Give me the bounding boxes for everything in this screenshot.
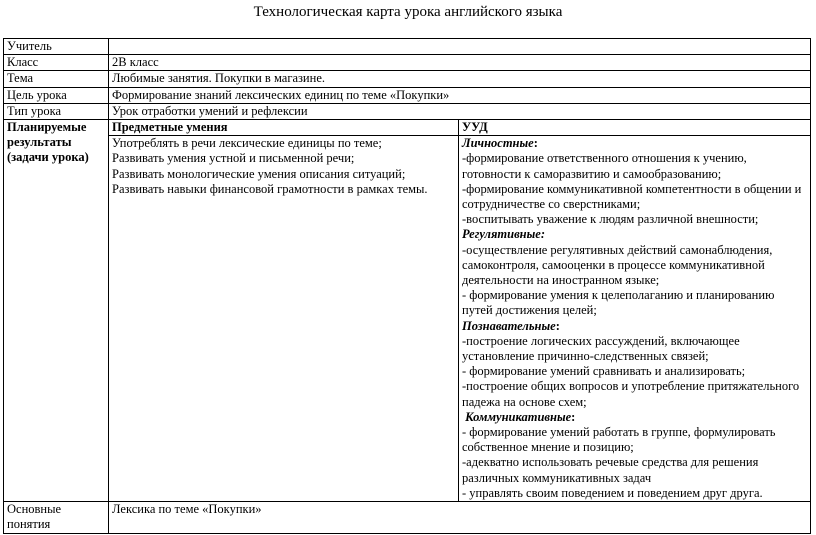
uud-cell bbox=[459, 136, 811, 502]
uud-item: - формирование умений сравнивать и анализировать; bbox=[462, 364, 746, 379]
row-results-body bbox=[4, 136, 811, 502]
subject-item: Развивать навыки финансовой грамотности в рамках темы. bbox=[112, 181, 428, 196]
teacher-label: Учитель bbox=[4, 39, 109, 55]
uud-header: УУД bbox=[459, 120, 811, 136]
personal-title: Личностные bbox=[462, 136, 534, 151]
uud-item: - формирование умений работать в группе, формулировать собственное мнение и позицию; bbox=[462, 425, 776, 455]
uud-item: -формирование коммуникативной компетентности в общении и сотрудничестве со сверстниками; bbox=[462, 181, 802, 212]
subject-item: Употреблять в речи лексические единицы по теме; bbox=[112, 136, 382, 151]
row-results-header bbox=[4, 120, 811, 136]
goal-label: Цель урока bbox=[4, 87, 109, 103]
communicative-title: Коммуникативные bbox=[465, 409, 572, 424]
subject-item: Развивать умения устной и письменной речи; bbox=[112, 151, 355, 166]
uud-item: -осуществление регулятивных действий самонаблюдения, самоконтроля, самооценки в процессе коммуникативной деятельности на иностранном языке; bbox=[462, 242, 773, 288]
row-topic bbox=[4, 71, 811, 87]
uud-item: -построение общих вопросов и употребление притяжательного падежа на основе схем; bbox=[462, 379, 800, 409]
row-concepts bbox=[4, 502, 811, 533]
concepts-label-line2: понятия bbox=[7, 517, 51, 532]
subject-skills-cell bbox=[109, 136, 459, 502]
results-label-line2: результаты bbox=[7, 135, 72, 150]
cognitive-title: Познавательные bbox=[462, 318, 556, 333]
communicative-heading: Коммуникативные: bbox=[465, 409, 576, 424]
concepts-label bbox=[4, 502, 109, 533]
goal-value: Формирование знаний лексических единиц по теме «Покупки» bbox=[109, 87, 811, 103]
personal-heading: Личностные: bbox=[462, 136, 538, 151]
type-value: Урок отработки умений и рефлексии bbox=[109, 103, 811, 119]
results-label bbox=[4, 120, 109, 502]
cognitive-heading: Познавательные: bbox=[462, 318, 560, 333]
subject-item: Развивать монологические умения описания ситуаций; bbox=[112, 166, 406, 181]
regulative-title: Регулятивные: bbox=[462, 227, 545, 242]
results-label-line1: Планируемые bbox=[7, 120, 87, 135]
uud-item: -построение логических рассуждений, включающее установление причинно-следственных связей; bbox=[462, 333, 740, 364]
topic-label: Тема bbox=[4, 71, 109, 87]
uud-item: -адекватно использовать речевые средства для решения различных коммуникативных задач bbox=[462, 455, 759, 485]
document-title: Технологическая карта урока английского языка bbox=[253, 4, 563, 20]
row-class bbox=[4, 55, 811, 71]
uud-item: -формирование ответственного отношения к учению, готовности к саморазвитию и самообразованию; bbox=[462, 151, 747, 181]
subject-skills-header: Предметные умения bbox=[109, 120, 459, 136]
class-label: Класс bbox=[4, 55, 109, 71]
teacher-value bbox=[109, 39, 811, 55]
uud-item: - формирование умения к целеполаганию и планированию путей достижения целей; bbox=[462, 288, 775, 318]
type-label: Тип урока bbox=[4, 103, 109, 119]
row-teacher bbox=[4, 39, 811, 55]
lesson-plan-table bbox=[3, 38, 811, 534]
topic-value: Любимые занятия. Покупки в магазине. bbox=[109, 71, 811, 87]
class-value: 2В класс bbox=[109, 55, 811, 71]
results-label-line3: (задачи урока) bbox=[7, 150, 89, 165]
concepts-label-line1: Основные bbox=[7, 502, 62, 517]
uud-item: -воспитывать уважение к людям различной внешности; bbox=[462, 212, 759, 227]
row-goal bbox=[4, 87, 811, 103]
concepts-value: Лексика по теме «Покупки» bbox=[109, 502, 811, 533]
uud-item: - управлять своим поведением и поведением друг друга. bbox=[462, 485, 763, 500]
row-type bbox=[4, 103, 811, 119]
